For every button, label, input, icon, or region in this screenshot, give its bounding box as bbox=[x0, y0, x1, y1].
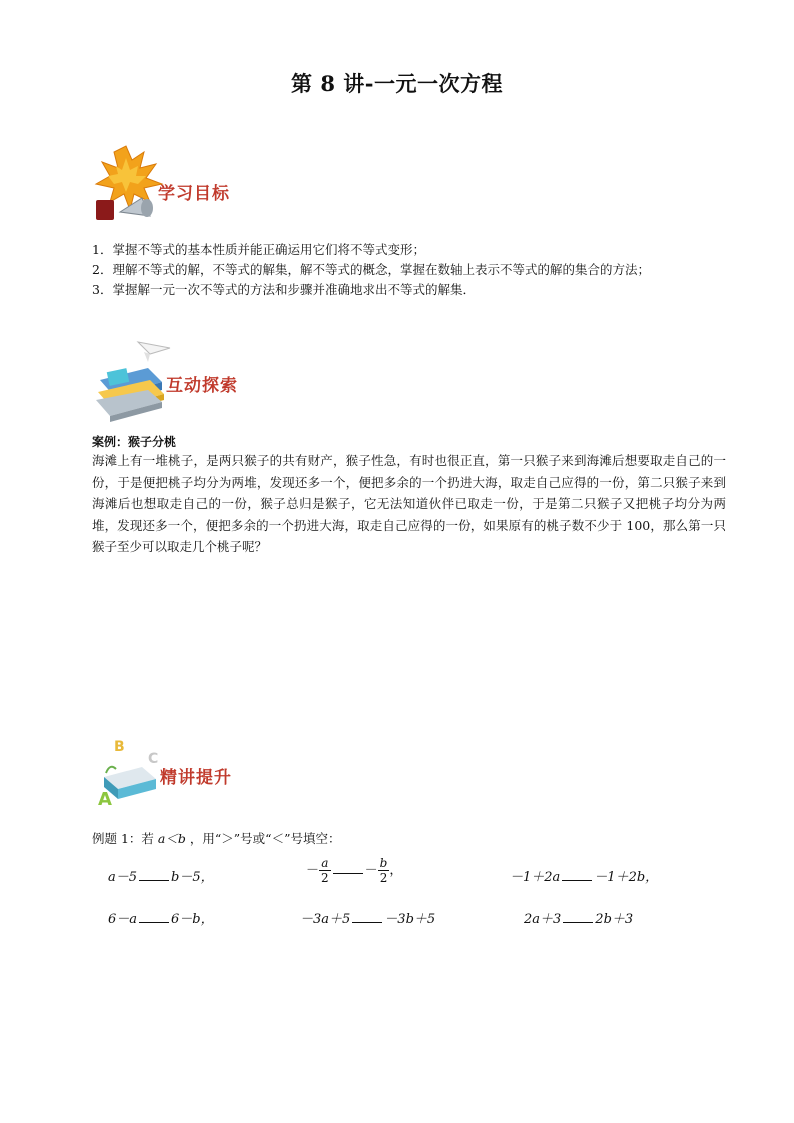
page-title: 第 8 讲-一元一次方程 bbox=[291, 71, 503, 96]
fraction-a-over-2: $\frac{a}{2}$ bbox=[321, 856, 329, 885]
svg-text:B: B bbox=[114, 739, 125, 755]
svg-text:C: C bbox=[148, 751, 159, 767]
section-lecture-label: 精讲提升 bbox=[160, 768, 232, 788]
answer-blank[interactable] bbox=[139, 910, 169, 923]
example-or: ”号或“ bbox=[233, 831, 272, 846]
case-body: 海滩上有一堆桃子，是两只猴子的共有财产，猴子性急，有时也很正直，第一只猴子来到海滩后想要取走自己的一份，于是便把桃子均分为两堆，发现还多一个，便把多余的一个扔进大海，取走自己应得的一份，第二只猴子来到海滩后也想取走自己的一份，猴子总归是猴子，它无法知道伙伴已取走一份，于是第二只猴子又把桃子均分为两堆，发现还多一个，便把多余的一个扔进大海，取走自己应得的一份，如果原有的桃子数不少于 100，那么第一只猴子至少可以取走几个桃子呢？ bbox=[92, 453, 726, 554]
case-block bbox=[92, 434, 726, 558]
example-suffix: ”号填空： bbox=[284, 831, 341, 846]
abc-book-icon bbox=[90, 733, 170, 807]
expression-1-1: a－5 b－5， bbox=[108, 870, 214, 885]
fraction-b-over-2: $\frac{b}{2}$ bbox=[379, 856, 388, 885]
section-explore-label: 互动探索 bbox=[166, 376, 238, 396]
list-item: 1．掌握不等式的基本性质并能正确运用它们将不等式变形； bbox=[92, 242, 425, 257]
answer-blank[interactable] bbox=[563, 910, 593, 923]
svg-text:A: A bbox=[98, 789, 112, 807]
example-condition: a＜b bbox=[157, 831, 186, 846]
section-goals-header bbox=[90, 142, 270, 226]
list-item: 2．理解不等式的解，不等式的解集，解不等式的概念，掌握在数轴上表示不等式的解的集合的方法； bbox=[92, 262, 650, 277]
answer-blank[interactable] bbox=[352, 910, 382, 923]
section-explore-header bbox=[90, 338, 270, 422]
example-middle: ，用“ bbox=[189, 831, 222, 846]
list-item: 3．掌握解一元一次不等式的方法和步骤并准确地求出不等式的解集． bbox=[92, 282, 475, 297]
case-title: 案例：猴子分桃 bbox=[92, 435, 177, 449]
section-lecture-header bbox=[90, 733, 270, 817]
expression-2-2: －3a＋5 －3b＋5 bbox=[300, 912, 436, 927]
expression-1-3: －1＋2a －1＋2b， bbox=[510, 870, 659, 885]
example-1-prompt bbox=[92, 829, 340, 847]
lt-sign: ＜ bbox=[271, 831, 285, 846]
expression-2-3: 2a＋3 2b＋3 bbox=[524, 912, 634, 927]
expression-1-2: － $\frac{a}{2}$ － $\frac{b}{2}$ ， bbox=[306, 856, 403, 885]
gt-sign: ＞ bbox=[221, 831, 234, 846]
section-goals-label: 学习目标 bbox=[158, 184, 230, 204]
example-prefix: 例题 1：若 bbox=[92, 831, 154, 846]
answer-blank[interactable] bbox=[333, 861, 363, 874]
expression-2-1: 6－a 6－b， bbox=[108, 912, 214, 927]
goals-list bbox=[92, 240, 732, 300]
answer-blank[interactable] bbox=[139, 868, 169, 881]
answer-blank[interactable] bbox=[562, 868, 592, 881]
